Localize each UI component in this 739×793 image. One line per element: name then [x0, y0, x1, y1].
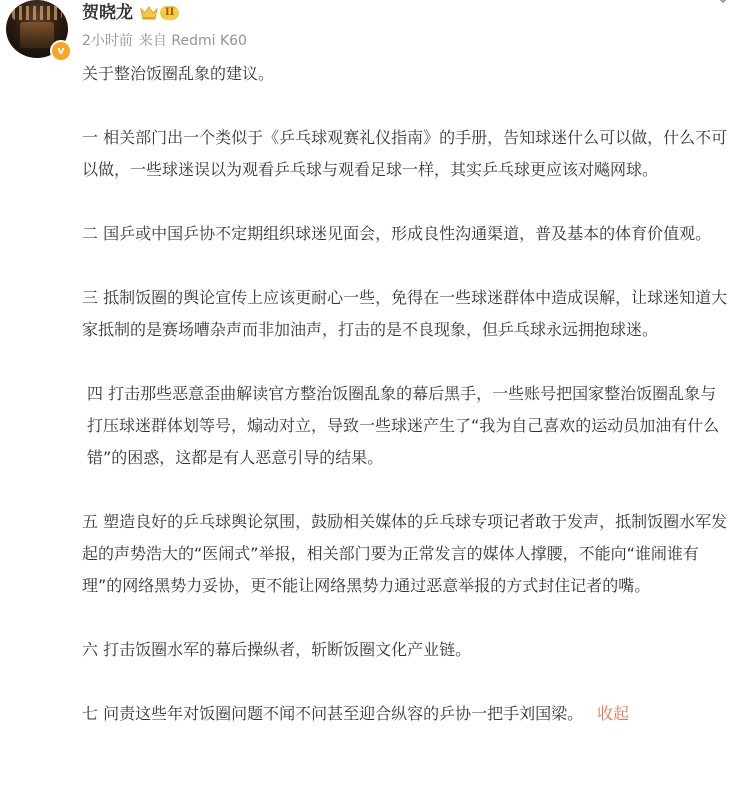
post-title: 关于整治饭圈乱象的建议。	[82, 64, 275, 83]
chevron-down-icon[interactable]	[715, 0, 731, 6]
post-paragraph-5: 五 塑造良好的乒乓球舆论氛围，鼓励相关媒体的乒乓球专项记者敢于发声，抵制饭圈水军发起的声势浩大的“医闹式”举报，相关部门要为正常发言的媒体人撑腰，不能向“谁闹谁有理”的网络黑势力妥协，更不能让网络黑势力通过恶意举报的方式封住记者的嘴。	[82, 512, 728, 595]
author-name[interactable]: 贺晓龙	[82, 3, 133, 23]
crown-icon	[140, 5, 158, 21]
verified-badge-icon: v	[50, 40, 72, 62]
avatar-building	[20, 22, 54, 48]
collapse-link[interactable]: 收起	[597, 704, 630, 723]
post-paragraph-4: 四 打击那些恶意歪曲解读官方整治饭圈乱象的幕后黑手，一些账号把国家整治饭圈乱象与打压球迷群体划等号，煽动对立，导致一些球迷产生了“我为自己喜欢的运动员加油有什么错”的困惑，这都是有人恶意引导的结果。	[87, 384, 720, 467]
post-paragraph-7	[82, 698, 732, 730]
post-paragraph-2: 二 国乒或中国乒协不定期组织球迷见面会，形成良性沟通渠道，普及基本的体育价值观。	[82, 224, 712, 243]
post-meta	[82, 32, 247, 50]
level-label: II	[160, 6, 179, 20]
post-body	[82, 58, 732, 730]
post-paragraph-3: 三 抵制饭圈的舆论宣传上应该更耐心一些，免得在一些球迷群体中造成误解，让球迷知道大家抵制的是赛场嘈杂声而非加油声，打击的是不良现象，但乒乓球永远拥抱球迷。	[82, 288, 728, 339]
post-time[interactable]: 2小时前	[82, 33, 133, 49]
level-badge[interactable]	[140, 4, 184, 22]
avatar-lights	[12, 6, 62, 20]
post-paragraph-7-text: 七 问责这些年对饭圈问题不闻不问甚至迎合纵容的乒协一把手刘国梁。	[82, 704, 584, 723]
post-paragraph-1: 一 相关部门出一个类似于《乒乓球观赛礼仪指南》的手册，告知球迷什么可以做，什么不可以做，一些球迷误以为观看乒乓球与观看足球一样，其实乒乓球更应该对飚网球。	[82, 128, 728, 179]
post-paragraph-6: 六 打击饭圈水军的幕后操纵者，斩断饭圈文化产业链。	[82, 640, 472, 659]
post-source: 来自 Redmi K60	[138, 33, 247, 49]
